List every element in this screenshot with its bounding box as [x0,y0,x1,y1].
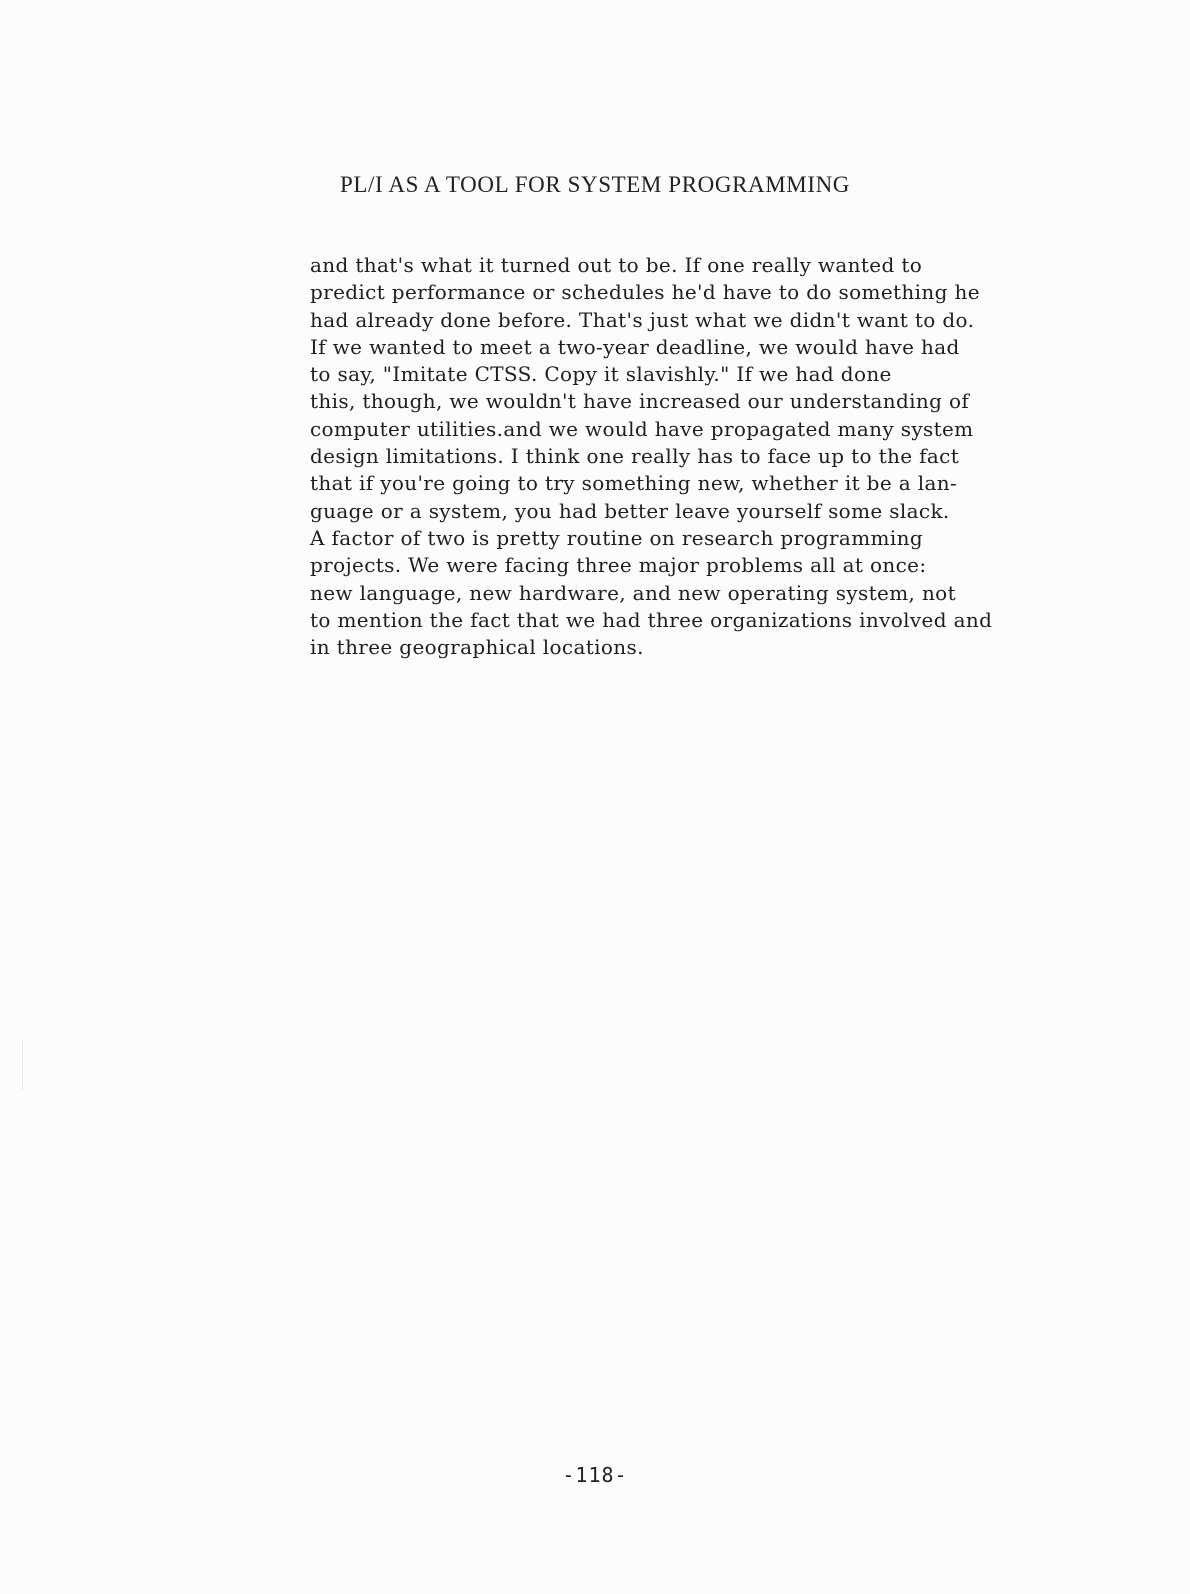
text-line: that if you're going to try something new, whether it be a lan- [310,471,958,496]
text-line: had already done before. That's just what we didn't want to do. [310,307,975,332]
text-line: this, though, we wouldn't have increased our understanding of [310,389,970,414]
text-line: new language, new hardware, and new operating system, not [310,580,956,605]
text-line: to mention the fact that we had three organizations involved and [310,607,993,632]
text-line: projects. We were facing three major problems all at once: [310,553,927,578]
text-line: predict performance or schedules he'd have to do something he [310,280,980,305]
running-head: PL/I AS A TOOL FOR SYSTEM PROGRAMMING [340,172,850,197]
page-number: -118- [562,1463,628,1487]
text-line: guage or a system, you had better leave yourself some slack. [310,498,950,523]
text-line: design limitations. I think one really has to face up to the fact [310,444,960,469]
text-line: If we wanted to meet a two-year deadline, we would have had [310,334,960,359]
body-paragraph [310,252,1100,661]
scan-artifact [22,1040,23,1090]
text-line: in three geographical locations. [310,635,644,660]
text-line: computer utilities.and we would have propagated many system [310,416,974,441]
text-line: to say, "Imitate CTSS. Copy it slavishly." If we had done [310,362,892,387]
text-line: A factor of two is pretty routine on research programming [310,525,923,550]
text-line: and that's what it turned out to be. If one really wanted to [310,253,923,277]
